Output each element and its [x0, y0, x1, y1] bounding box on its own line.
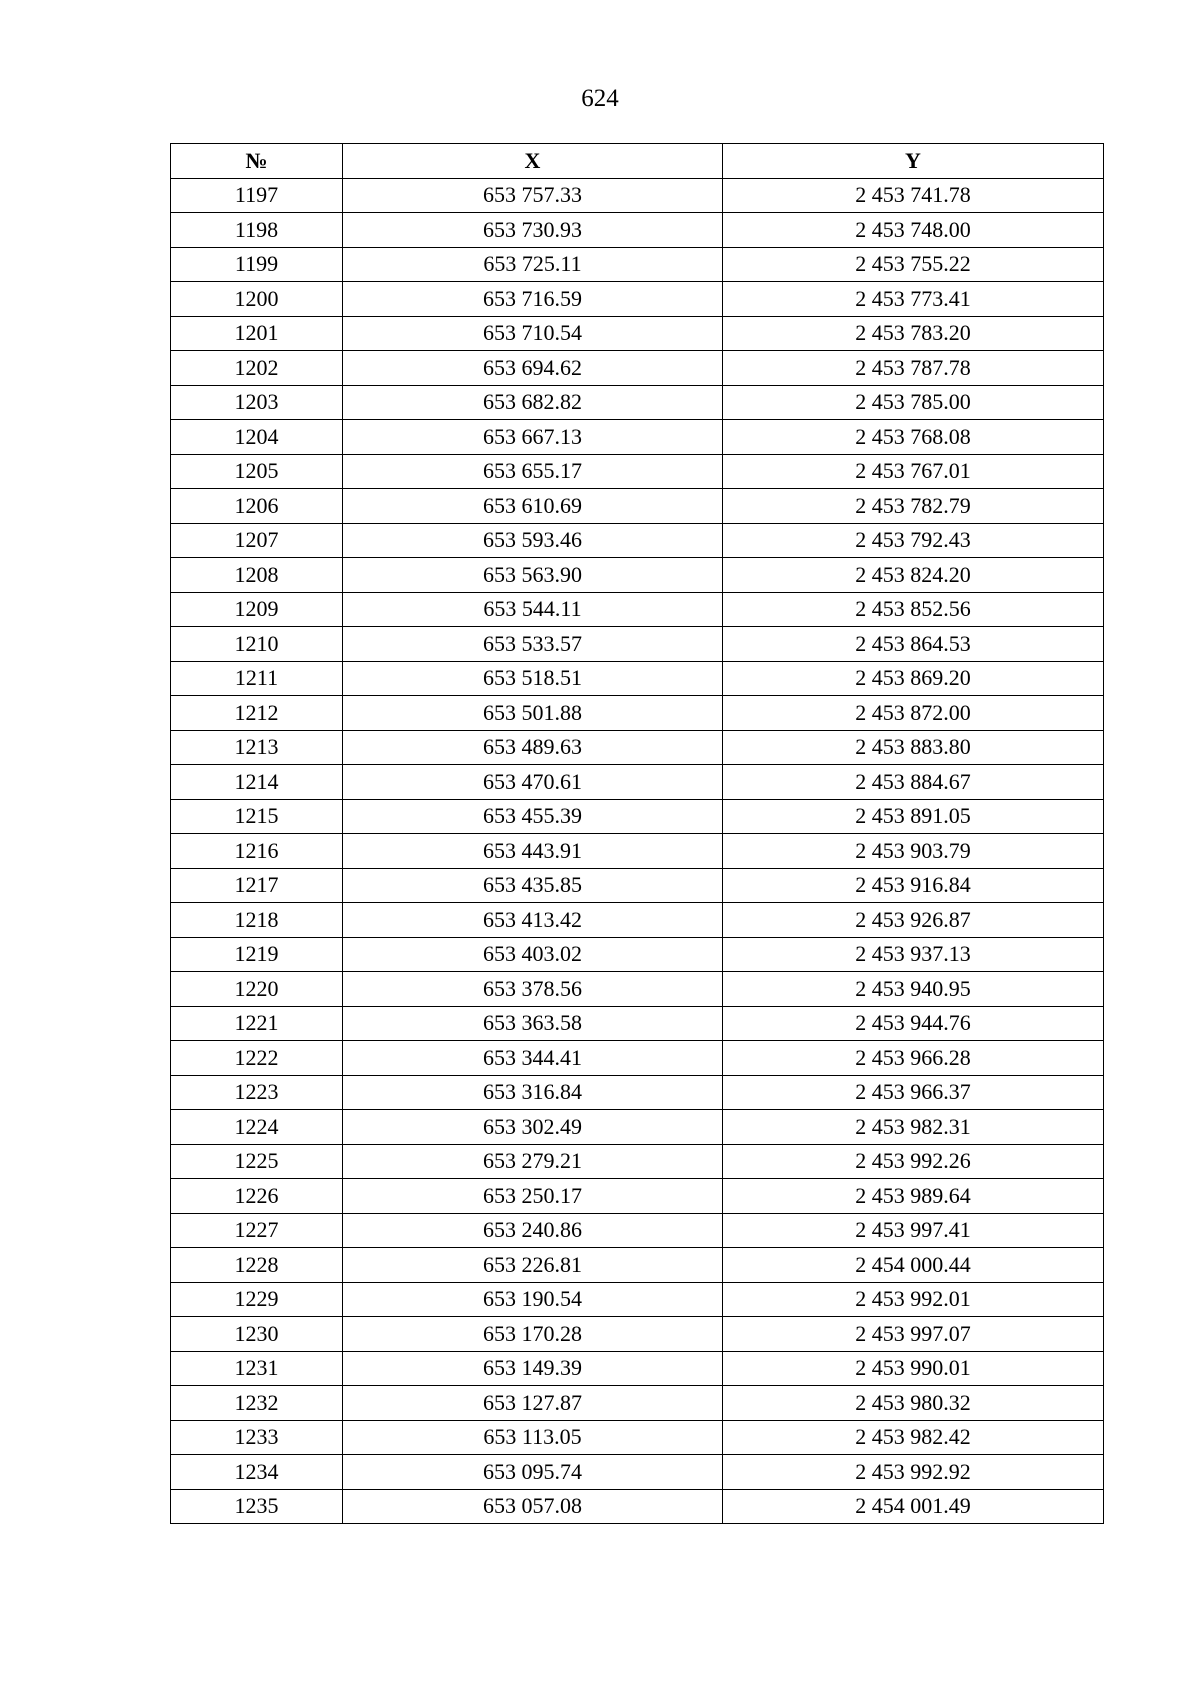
cell-y: 2 453 768.08 [723, 420, 1104, 455]
header-number: № [171, 144, 343, 179]
table-row [171, 972, 1104, 1007]
cell-number: 1228 [171, 1248, 343, 1283]
table-row [171, 420, 1104, 455]
cell-x: 653 279.21 [343, 1144, 723, 1179]
cell-x: 653 240.86 [343, 1213, 723, 1248]
table-row [171, 1110, 1104, 1145]
table-row [171, 1282, 1104, 1317]
table-row [171, 1455, 1104, 1490]
table-row [171, 1317, 1104, 1352]
cell-x: 653 363.58 [343, 1006, 723, 1041]
table-row [171, 489, 1104, 524]
cell-number: 1211 [171, 661, 343, 696]
cell-x: 653 057.08 [343, 1489, 723, 1524]
cell-number: 1213 [171, 730, 343, 765]
cell-y: 2 453 884.67 [723, 765, 1104, 800]
cell-y: 2 453 966.37 [723, 1075, 1104, 1110]
cell-x: 653 127.87 [343, 1386, 723, 1421]
table-row [171, 1351, 1104, 1386]
table-row [171, 661, 1104, 696]
table-row [171, 385, 1104, 420]
cell-y: 2 453 755.22 [723, 247, 1104, 282]
cell-y: 2 453 997.41 [723, 1213, 1104, 1248]
table-row [171, 282, 1104, 317]
cell-y: 2 453 982.31 [723, 1110, 1104, 1145]
cell-y: 2 453 748.00 [723, 213, 1104, 248]
cell-y: 2 453 989.64 [723, 1179, 1104, 1214]
table-row [171, 1248, 1104, 1283]
table-header-row [171, 144, 1104, 179]
header-y: Y [723, 144, 1104, 179]
table-row [171, 1213, 1104, 1248]
cell-y: 2 453 980.32 [723, 1386, 1104, 1421]
cell-number: 1231 [171, 1351, 343, 1386]
cell-number: 1201 [171, 316, 343, 351]
cell-y: 2 453 824.20 [723, 558, 1104, 593]
coordinates-table [170, 143, 1104, 1524]
table-row [171, 247, 1104, 282]
table-row [171, 316, 1104, 351]
cell-number: 1205 [171, 454, 343, 489]
table-row [171, 868, 1104, 903]
cell-x: 653 250.17 [343, 1179, 723, 1214]
cell-x: 653 149.39 [343, 1351, 723, 1386]
cell-x: 653 682.82 [343, 385, 723, 420]
table-row [171, 730, 1104, 765]
cell-number: 1226 [171, 1179, 343, 1214]
cell-y: 2 453 864.53 [723, 627, 1104, 662]
cell-y: 2 453 869.20 [723, 661, 1104, 696]
cell-number: 1206 [171, 489, 343, 524]
cell-number: 1222 [171, 1041, 343, 1076]
cell-number: 1199 [171, 247, 343, 282]
table-row [171, 213, 1104, 248]
cell-y: 2 453 767.01 [723, 454, 1104, 489]
cell-y: 2 453 926.87 [723, 903, 1104, 938]
cell-y: 2 453 997.07 [723, 1317, 1104, 1352]
table-row [171, 799, 1104, 834]
table-row [171, 1144, 1104, 1179]
cell-number: 1214 [171, 765, 343, 800]
cell-x: 653 226.81 [343, 1248, 723, 1283]
cell-y: 2 453 783.20 [723, 316, 1104, 351]
cell-x: 653 544.11 [343, 592, 723, 627]
cell-x: 653 610.69 [343, 489, 723, 524]
cell-x: 653 190.54 [343, 1282, 723, 1317]
cell-x: 653 593.46 [343, 523, 723, 558]
cell-y: 2 453 785.00 [723, 385, 1104, 420]
cell-y: 2 453 883.80 [723, 730, 1104, 765]
table-row [171, 696, 1104, 731]
cell-x: 653 344.41 [343, 1041, 723, 1076]
table-row [171, 1075, 1104, 1110]
cell-x: 653 170.28 [343, 1317, 723, 1352]
cell-y: 2 453 792.43 [723, 523, 1104, 558]
cell-x: 653 725.11 [343, 247, 723, 282]
cell-number: 1207 [171, 523, 343, 558]
cell-number: 1234 [171, 1455, 343, 1490]
cell-y: 2 453 852.56 [723, 592, 1104, 627]
cell-number: 1217 [171, 868, 343, 903]
table-row [171, 1179, 1104, 1214]
table-row [171, 1041, 1104, 1076]
cell-y: 2 453 903.79 [723, 834, 1104, 869]
cell-number: 1197 [171, 178, 343, 213]
table-row [171, 937, 1104, 972]
cell-number: 1204 [171, 420, 343, 455]
cell-y: 2 453 992.92 [723, 1455, 1104, 1490]
header-x: X [343, 144, 723, 179]
cell-number: 1215 [171, 799, 343, 834]
cell-number: 1225 [171, 1144, 343, 1179]
cell-number: 1209 [171, 592, 343, 627]
cell-number: 1208 [171, 558, 343, 593]
table-row [171, 178, 1104, 213]
cell-y: 2 453 891.05 [723, 799, 1104, 834]
cell-number: 1224 [171, 1110, 343, 1145]
cell-x: 653 694.62 [343, 351, 723, 386]
cell-x: 653 113.05 [343, 1420, 723, 1455]
cell-number: 1233 [171, 1420, 343, 1455]
cell-y: 2 453 944.76 [723, 1006, 1104, 1041]
cell-y: 2 453 782.79 [723, 489, 1104, 524]
table-row [171, 1006, 1104, 1041]
cell-x: 653 710.54 [343, 316, 723, 351]
table-row [171, 903, 1104, 938]
page-number: 624 [581, 85, 619, 112]
cell-y: 2 453 787.78 [723, 351, 1104, 386]
cell-y: 2 454 001.49 [723, 1489, 1104, 1524]
cell-number: 1198 [171, 213, 343, 248]
cell-x: 653 413.42 [343, 903, 723, 938]
cell-y: 2 453 990.01 [723, 1351, 1104, 1386]
cell-number: 1210 [171, 627, 343, 662]
cell-y: 2 453 916.84 [723, 868, 1104, 903]
table-row [171, 558, 1104, 593]
cell-x: 653 563.90 [343, 558, 723, 593]
cell-y: 2 453 992.01 [723, 1282, 1104, 1317]
cell-x: 653 655.17 [343, 454, 723, 489]
cell-number: 1203 [171, 385, 343, 420]
cell-y: 2 453 992.26 [723, 1144, 1104, 1179]
table-row [171, 523, 1104, 558]
cell-number: 1216 [171, 834, 343, 869]
cell-number: 1235 [171, 1489, 343, 1524]
cell-x: 653 316.84 [343, 1075, 723, 1110]
cell-x: 653 443.91 [343, 834, 723, 869]
cell-y: 2 453 937.13 [723, 937, 1104, 972]
cell-number: 1227 [171, 1213, 343, 1248]
cell-x: 653 378.56 [343, 972, 723, 1007]
cell-number: 1220 [171, 972, 343, 1007]
cell-x: 653 533.57 [343, 627, 723, 662]
cell-x: 653 489.63 [343, 730, 723, 765]
cell-y: 2 453 741.78 [723, 178, 1104, 213]
cell-number: 1212 [171, 696, 343, 731]
cell-x: 653 435.85 [343, 868, 723, 903]
table-row [171, 1386, 1104, 1421]
cell-x: 653 730.93 [343, 213, 723, 248]
cell-number: 1200 [171, 282, 343, 317]
cell-number: 1223 [171, 1075, 343, 1110]
cell-number: 1221 [171, 1006, 343, 1041]
table-row [171, 1489, 1104, 1524]
cell-x: 653 455.39 [343, 799, 723, 834]
cell-y: 2 454 000.44 [723, 1248, 1104, 1283]
cell-number: 1229 [171, 1282, 343, 1317]
cell-y: 2 453 872.00 [723, 696, 1104, 731]
table-row [171, 454, 1104, 489]
cell-x: 653 501.88 [343, 696, 723, 731]
cell-x: 653 667.13 [343, 420, 723, 455]
cell-x: 653 518.51 [343, 661, 723, 696]
table-body [171, 178, 1104, 1524]
table-row [171, 627, 1104, 662]
cell-x: 653 095.74 [343, 1455, 723, 1490]
cell-y: 2 453 966.28 [723, 1041, 1104, 1076]
table-row [171, 592, 1104, 627]
cell-number: 1202 [171, 351, 343, 386]
cell-number: 1219 [171, 937, 343, 972]
table-row [171, 351, 1104, 386]
cell-number: 1232 [171, 1386, 343, 1421]
cell-x: 653 716.59 [343, 282, 723, 317]
cell-x: 653 403.02 [343, 937, 723, 972]
cell-y: 2 453 982.42 [723, 1420, 1104, 1455]
table-row [171, 765, 1104, 800]
cell-y: 2 453 940.95 [723, 972, 1104, 1007]
cell-number: 1230 [171, 1317, 343, 1352]
table-row [171, 1420, 1104, 1455]
cell-x: 653 757.33 [343, 178, 723, 213]
cell-y: 2 453 773.41 [723, 282, 1104, 317]
cell-x: 653 470.61 [343, 765, 723, 800]
cell-number: 1218 [171, 903, 343, 938]
table-row [171, 834, 1104, 869]
cell-x: 653 302.49 [343, 1110, 723, 1145]
